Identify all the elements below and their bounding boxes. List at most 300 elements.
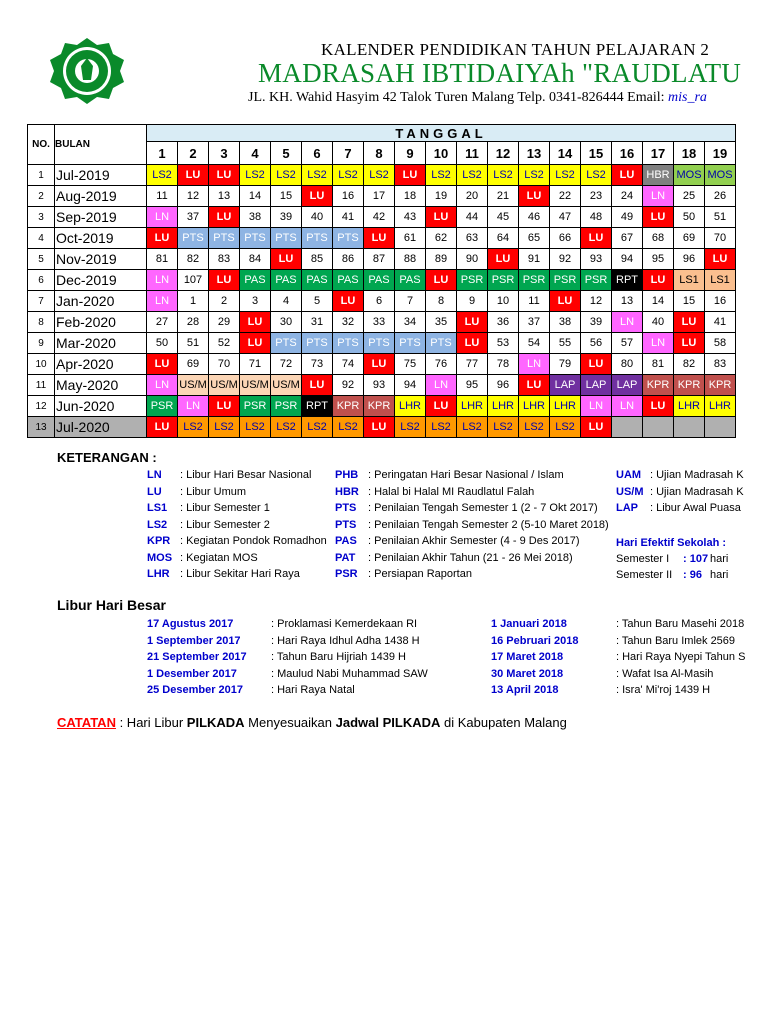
day-cell bbox=[674, 417, 705, 438]
day-cell: LS2 bbox=[550, 165, 581, 186]
day-cell: 75 bbox=[395, 354, 426, 375]
day-cell: PTS bbox=[271, 228, 302, 249]
day-cell: 27 bbox=[147, 312, 178, 333]
holiday-name: : Hari Raya Natal bbox=[271, 684, 355, 696]
day-cell: 7 bbox=[395, 291, 426, 312]
day-cell: KPR bbox=[674, 375, 705, 396]
day-cell: 25 bbox=[674, 186, 705, 207]
holiday-date: 16 Pebruari 2018 bbox=[491, 634, 579, 647]
day-cell: LHR bbox=[395, 396, 426, 417]
day-cell: LU bbox=[178, 165, 209, 186]
day-cell: LN bbox=[426, 375, 457, 396]
day-cell: LU bbox=[302, 375, 333, 396]
day-cell: LU bbox=[581, 228, 612, 249]
day-cell: PAS bbox=[395, 270, 426, 291]
month-cell: Jun-2020 bbox=[55, 396, 147, 417]
day-header: 4 bbox=[240, 142, 271, 165]
day-cell: LU bbox=[488, 249, 519, 270]
day-header: 14 bbox=[550, 142, 581, 165]
day-cell: PTS bbox=[209, 228, 240, 249]
day-cell: 68 bbox=[643, 228, 674, 249]
day-cell: LU bbox=[240, 333, 271, 354]
day-cell: PTS bbox=[364, 333, 395, 354]
school-logo bbox=[48, 36, 126, 106]
day-cell: LN bbox=[643, 186, 674, 207]
row-number: 7 bbox=[28, 291, 55, 312]
row-number: 8 bbox=[28, 312, 55, 333]
day-cell: PSR bbox=[550, 270, 581, 291]
day-cell: 46 bbox=[519, 207, 550, 228]
month-cell: Jul-2019 bbox=[55, 165, 147, 186]
day-cell: 15 bbox=[674, 291, 705, 312]
month-cell: Mar-2020 bbox=[55, 333, 147, 354]
day-cell: PSR bbox=[488, 270, 519, 291]
day-cell: LHR bbox=[457, 396, 488, 417]
day-cell: LS2 bbox=[488, 417, 519, 438]
day-cell: 95 bbox=[643, 249, 674, 270]
holiday-name: : Tahun Baru Hijriah 1439 H bbox=[271, 651, 406, 663]
day-cell: LAP bbox=[581, 375, 612, 396]
day-cell: 28 bbox=[178, 312, 209, 333]
day-cell: 82 bbox=[178, 249, 209, 270]
holiday-section-title: Libur Hari Besar bbox=[57, 597, 166, 613]
day-cell: 44 bbox=[457, 207, 488, 228]
day-cell: LU bbox=[643, 270, 674, 291]
day-cell: LS2 bbox=[581, 165, 612, 186]
day-cell: 64 bbox=[488, 228, 519, 249]
table-row bbox=[28, 396, 736, 417]
day-cell: 38 bbox=[550, 312, 581, 333]
holiday-date: 17 Maret 2018 bbox=[491, 651, 564, 663]
row-number: 2 bbox=[28, 186, 55, 207]
day-cell: 19 bbox=[426, 186, 457, 207]
row-number: 12 bbox=[28, 396, 55, 417]
day-cell: LS2 bbox=[240, 417, 271, 438]
day-cell: 66 bbox=[550, 228, 581, 249]
day-cell: LS2 bbox=[519, 417, 550, 438]
table-row bbox=[28, 165, 736, 186]
day-cell: 38 bbox=[240, 207, 271, 228]
row-number: 9 bbox=[28, 333, 55, 354]
day-header: 9 bbox=[395, 142, 426, 165]
month-cell: Jul-2020 bbox=[55, 417, 147, 438]
day-cell: 56 bbox=[581, 333, 612, 354]
holiday-name: : Hari Raya Nyepi Tahun S bbox=[616, 651, 746, 663]
day-cell: 6 bbox=[364, 291, 395, 312]
day-cell: LU bbox=[457, 312, 488, 333]
month-cell: Aug-2019 bbox=[55, 186, 147, 207]
day-cell: 24 bbox=[612, 186, 643, 207]
holiday-date: 1 Januari 2018 bbox=[491, 618, 567, 630]
day-cell: PTS bbox=[240, 228, 271, 249]
table-row bbox=[28, 186, 736, 207]
day-cell: 39 bbox=[581, 312, 612, 333]
day-cell: 11 bbox=[519, 291, 550, 312]
day-cell: 37 bbox=[178, 207, 209, 228]
day-cell: RPT bbox=[612, 270, 643, 291]
table-row bbox=[28, 417, 736, 438]
month-cell: Apr-2020 bbox=[55, 354, 147, 375]
day-cell: 22 bbox=[550, 186, 581, 207]
day-cell: LHR bbox=[488, 396, 519, 417]
month-cell: Nov-2019 bbox=[55, 249, 147, 270]
holiday-name: : Tahun Baru Masehi 2018 bbox=[616, 618, 745, 630]
date-header: TANGGAL bbox=[147, 125, 736, 142]
day-cell: 74 bbox=[333, 354, 364, 375]
day-header: 5 bbox=[271, 142, 302, 165]
month-cell: Feb-2020 bbox=[55, 312, 147, 333]
day-cell: LS2 bbox=[364, 165, 395, 186]
day-cell: 49 bbox=[612, 207, 643, 228]
day-cell: LHR bbox=[705, 396, 736, 417]
day-cell: 70 bbox=[209, 354, 240, 375]
holiday-name: : Wafat Isa Al-Masih bbox=[616, 667, 714, 680]
day-cell: 48 bbox=[581, 207, 612, 228]
holiday-date: 1 Desember 2017 bbox=[147, 667, 237, 680]
day-cell: LS1 bbox=[705, 270, 736, 291]
day-cell: LN bbox=[178, 396, 209, 417]
day-cell: 84 bbox=[240, 249, 271, 270]
day-cell: 107 bbox=[178, 270, 209, 291]
month-cell: May-2020 bbox=[55, 375, 147, 396]
day-cell: 13 bbox=[209, 186, 240, 207]
day-cell: 72 bbox=[271, 354, 302, 375]
day-cell: PTS bbox=[333, 228, 364, 249]
day-cell: 95 bbox=[457, 375, 488, 396]
table-row bbox=[28, 333, 736, 354]
day-cell: PTS bbox=[426, 333, 457, 354]
day-header: 15 bbox=[581, 142, 612, 165]
day-cell: 1 bbox=[178, 291, 209, 312]
day-cell: LS2 bbox=[302, 165, 333, 186]
day-cell: LS2 bbox=[519, 165, 550, 186]
day-cell bbox=[705, 417, 736, 438]
month-cell: Sep-2019 bbox=[55, 207, 147, 228]
day-header: 1 bbox=[147, 142, 178, 165]
day-cell: KPR bbox=[333, 396, 364, 417]
day-cell: 92 bbox=[333, 375, 364, 396]
day-cell: 37 bbox=[519, 312, 550, 333]
day-cell: LU bbox=[271, 249, 302, 270]
day-cell: PTS bbox=[178, 228, 209, 249]
day-cell: PSR bbox=[147, 396, 178, 417]
day-header: 3 bbox=[209, 142, 240, 165]
day-cell: 40 bbox=[302, 207, 333, 228]
row-number: 1 bbox=[28, 165, 55, 186]
day-cell: 50 bbox=[674, 207, 705, 228]
day-cell: LS2 bbox=[147, 165, 178, 186]
day-cell: 70 bbox=[705, 228, 736, 249]
day-cell: 88 bbox=[395, 249, 426, 270]
day-cell: PAS bbox=[271, 270, 302, 291]
day-cell: LU bbox=[643, 207, 674, 228]
table-row bbox=[28, 270, 736, 291]
day-header: 8 bbox=[364, 142, 395, 165]
holiday-date: 1 September 2017 bbox=[147, 634, 241, 647]
day-cell: 79 bbox=[550, 354, 581, 375]
day-cell: 23 bbox=[581, 186, 612, 207]
day-cell: 41 bbox=[333, 207, 364, 228]
day-cell: 65 bbox=[519, 228, 550, 249]
day-cell bbox=[612, 417, 643, 438]
day-cell: 13 bbox=[612, 291, 643, 312]
day-cell: PAS bbox=[364, 270, 395, 291]
table-row bbox=[28, 249, 736, 270]
day-cell: LS2 bbox=[333, 417, 364, 438]
day-cell: 47 bbox=[550, 207, 581, 228]
day-cell: LU bbox=[364, 354, 395, 375]
day-cell: 34 bbox=[395, 312, 426, 333]
effective-days-title: Hari Efektif Sekolah : bbox=[616, 537, 727, 549]
day-cell: 77 bbox=[457, 354, 488, 375]
day-cell: PAS bbox=[240, 270, 271, 291]
day-cell: MOS bbox=[674, 165, 705, 186]
day-cell: 16 bbox=[333, 186, 364, 207]
day-cell: 55 bbox=[550, 333, 581, 354]
day-cell: 94 bbox=[395, 375, 426, 396]
legend-title: KETERANGAN : bbox=[57, 450, 157, 465]
day-cell: LS2 bbox=[550, 417, 581, 438]
holiday-name: : Proklamasi Kemerdekaan RI bbox=[271, 618, 418, 630]
day-cell: LS2 bbox=[302, 417, 333, 438]
day-cell: HBR bbox=[643, 165, 674, 186]
day-cell: 96 bbox=[674, 249, 705, 270]
day-cell: LN bbox=[147, 375, 178, 396]
day-cell: LU bbox=[674, 312, 705, 333]
day-cell: 93 bbox=[364, 375, 395, 396]
day-cell: LU bbox=[333, 291, 364, 312]
day-cell: 54 bbox=[519, 333, 550, 354]
day-cell: 15 bbox=[271, 186, 302, 207]
day-cell: 63 bbox=[457, 228, 488, 249]
day-cell: 14 bbox=[643, 291, 674, 312]
day-cell: 33 bbox=[364, 312, 395, 333]
day-cell: 45 bbox=[488, 207, 519, 228]
day-header: 16 bbox=[612, 142, 643, 165]
day-cell: 18 bbox=[395, 186, 426, 207]
day-cell: LU bbox=[364, 228, 395, 249]
day-cell: 91 bbox=[519, 249, 550, 270]
table-row bbox=[28, 291, 736, 312]
day-cell: LU bbox=[550, 291, 581, 312]
day-cell: LS2 bbox=[271, 165, 302, 186]
table-row bbox=[28, 354, 736, 375]
day-cell: LU bbox=[302, 186, 333, 207]
semester-2-row: Semester II : 96 hari bbox=[616, 569, 729, 581]
day-cell: 96 bbox=[488, 375, 519, 396]
day-cell: 90 bbox=[457, 249, 488, 270]
day-cell: LS2 bbox=[178, 417, 209, 438]
day-cell: LS2 bbox=[209, 417, 240, 438]
day-cell: 16 bbox=[705, 291, 736, 312]
day-cell: LU bbox=[147, 417, 178, 438]
note: CATATAN : Hari Libur PILKADA Menyesuaikan Jadwal PILKADA di Kabupaten Malang bbox=[57, 715, 567, 730]
day-cell: 89 bbox=[426, 249, 457, 270]
day-cell: LHR bbox=[674, 396, 705, 417]
school-address: JL. KH. Wahid Hasyim 42 Talok Turen Malang Telp. 0341-826444 Email: mis_ra bbox=[248, 90, 707, 105]
holiday-name: : Maulud Nabi Muhammad SAW bbox=[271, 667, 428, 680]
day-cell: LN bbox=[147, 207, 178, 228]
day-cell: PAS bbox=[302, 270, 333, 291]
day-cell: US/M bbox=[209, 375, 240, 396]
day-header: 6 bbox=[302, 142, 333, 165]
day-header: 10 bbox=[426, 142, 457, 165]
day-cell: 42 bbox=[364, 207, 395, 228]
day-cell: LU bbox=[426, 207, 457, 228]
day-cell: 51 bbox=[178, 333, 209, 354]
day-cell: 53 bbox=[488, 333, 519, 354]
day-cell: 92 bbox=[550, 249, 581, 270]
day-cell: LN bbox=[612, 396, 643, 417]
day-cell: LU bbox=[426, 396, 457, 417]
day-header: 11 bbox=[457, 142, 488, 165]
holiday-name: : Isra' Mi'roj 1439 H bbox=[616, 684, 711, 696]
day-cell: 93 bbox=[581, 249, 612, 270]
day-cell: LS2 bbox=[488, 165, 519, 186]
day-cell: 43 bbox=[395, 207, 426, 228]
day-cell: 30 bbox=[271, 312, 302, 333]
holiday-date: 25 Desember 2017 bbox=[147, 684, 244, 696]
day-cell: 76 bbox=[426, 354, 457, 375]
day-cell: 67 bbox=[612, 228, 643, 249]
day-cell: 83 bbox=[705, 354, 736, 375]
day-header: 12 bbox=[488, 142, 519, 165]
day-cell: 94 bbox=[612, 249, 643, 270]
row-number: 13 bbox=[28, 417, 55, 438]
table-row bbox=[28, 375, 736, 396]
day-header: 2 bbox=[178, 142, 209, 165]
day-cell bbox=[643, 417, 674, 438]
day-cell: LAP bbox=[550, 375, 581, 396]
row-number: 10 bbox=[28, 354, 55, 375]
day-cell: LU bbox=[581, 417, 612, 438]
day-cell: 9 bbox=[457, 291, 488, 312]
day-cell: 61 bbox=[395, 228, 426, 249]
day-cell: 31 bbox=[302, 312, 333, 333]
day-cell: PSR bbox=[519, 270, 550, 291]
day-cell: 4 bbox=[271, 291, 302, 312]
school-name: MADRASAH IBTIDAIYAh "RAUDLATU bbox=[258, 58, 742, 88]
row-number: 3 bbox=[28, 207, 55, 228]
day-cell: US/M bbox=[271, 375, 302, 396]
day-cell: 17 bbox=[364, 186, 395, 207]
no-header: NO. bbox=[28, 125, 55, 165]
day-header: 17 bbox=[643, 142, 674, 165]
day-cell: 73 bbox=[302, 354, 333, 375]
holiday-date: 30 Maret 2018 bbox=[491, 667, 564, 680]
day-cell: 50 bbox=[147, 333, 178, 354]
day-cell: PSR bbox=[581, 270, 612, 291]
holiday-date: 17 Agustus 2017 bbox=[147, 618, 234, 630]
day-cell: 35 bbox=[426, 312, 457, 333]
day-cell: 71 bbox=[240, 354, 271, 375]
day-cell: LU bbox=[643, 396, 674, 417]
day-cell: LU bbox=[209, 270, 240, 291]
day-cell: PTS bbox=[302, 228, 333, 249]
day-cell: LN bbox=[147, 270, 178, 291]
day-cell: RPT bbox=[302, 396, 333, 417]
day-cell: KPR bbox=[643, 375, 674, 396]
day-cell: LU bbox=[674, 333, 705, 354]
row-number: 6 bbox=[28, 270, 55, 291]
holiday-date: 21 September 2017 bbox=[147, 651, 247, 663]
holiday-name: : Tahun Baru Imlek 2569 bbox=[616, 634, 736, 647]
day-cell: 11 bbox=[147, 186, 178, 207]
day-cell: LAP bbox=[612, 375, 643, 396]
semester-1-row: Semester I : 107 hari bbox=[616, 553, 729, 565]
day-cell: 51 bbox=[705, 207, 736, 228]
day-cell: LS2 bbox=[457, 417, 488, 438]
day-cell: US/M bbox=[240, 375, 271, 396]
day-cell: 20 bbox=[457, 186, 488, 207]
day-cell: LU bbox=[612, 165, 643, 186]
day-cell: LHR bbox=[519, 396, 550, 417]
day-cell: LS2 bbox=[395, 417, 426, 438]
day-cell: PTS bbox=[395, 333, 426, 354]
day-cell: 12 bbox=[178, 186, 209, 207]
day-cell: PSR bbox=[457, 270, 488, 291]
day-cell: PSR bbox=[240, 396, 271, 417]
month-cell: Dec-2019 bbox=[55, 270, 147, 291]
day-cell: LS2 bbox=[333, 165, 364, 186]
day-cell: LN bbox=[519, 354, 550, 375]
day-cell: LHR bbox=[550, 396, 581, 417]
day-cell: 80 bbox=[612, 354, 643, 375]
day-cell: 3 bbox=[240, 291, 271, 312]
day-cell: LS2 bbox=[426, 165, 457, 186]
day-header: 7 bbox=[333, 142, 364, 165]
day-cell: KPR bbox=[705, 375, 736, 396]
month-cell: Oct-2019 bbox=[55, 228, 147, 249]
day-cell: 14 bbox=[240, 186, 271, 207]
holiday-date: 13 April 2018 bbox=[491, 684, 559, 696]
day-cell: LS1 bbox=[674, 270, 705, 291]
day-cell: LU bbox=[240, 312, 271, 333]
day-cell: PTS bbox=[333, 333, 364, 354]
day-cell: LU bbox=[395, 165, 426, 186]
day-cell: LS2 bbox=[457, 165, 488, 186]
day-cell: LU bbox=[581, 354, 612, 375]
day-cell: 10 bbox=[488, 291, 519, 312]
day-cell: LN bbox=[612, 312, 643, 333]
day-cell: LN bbox=[643, 333, 674, 354]
day-cell: 36 bbox=[488, 312, 519, 333]
day-cell: LU bbox=[147, 228, 178, 249]
day-header: 13 bbox=[519, 142, 550, 165]
day-cell: 85 bbox=[302, 249, 333, 270]
table-row bbox=[28, 228, 736, 249]
day-cell: LS2 bbox=[240, 165, 271, 186]
day-cell: 8 bbox=[426, 291, 457, 312]
day-cell: 29 bbox=[209, 312, 240, 333]
month-header: BULAN bbox=[55, 125, 147, 165]
day-header: 19 bbox=[705, 142, 736, 165]
day-cell: 39 bbox=[271, 207, 302, 228]
day-cell: 32 bbox=[333, 312, 364, 333]
day-cell: PTS bbox=[271, 333, 302, 354]
day-cell: 41 bbox=[705, 312, 736, 333]
day-cell: 78 bbox=[488, 354, 519, 375]
day-cell: LS2 bbox=[271, 417, 302, 438]
day-cell: 12 bbox=[581, 291, 612, 312]
day-cell: LU bbox=[209, 396, 240, 417]
calendar-table bbox=[27, 124, 736, 438]
day-cell: 83 bbox=[209, 249, 240, 270]
email-link[interactable]: mis_ra bbox=[668, 90, 707, 105]
day-cell: 2 bbox=[209, 291, 240, 312]
day-cell: LS2 bbox=[426, 417, 457, 438]
day-cell: 40 bbox=[643, 312, 674, 333]
